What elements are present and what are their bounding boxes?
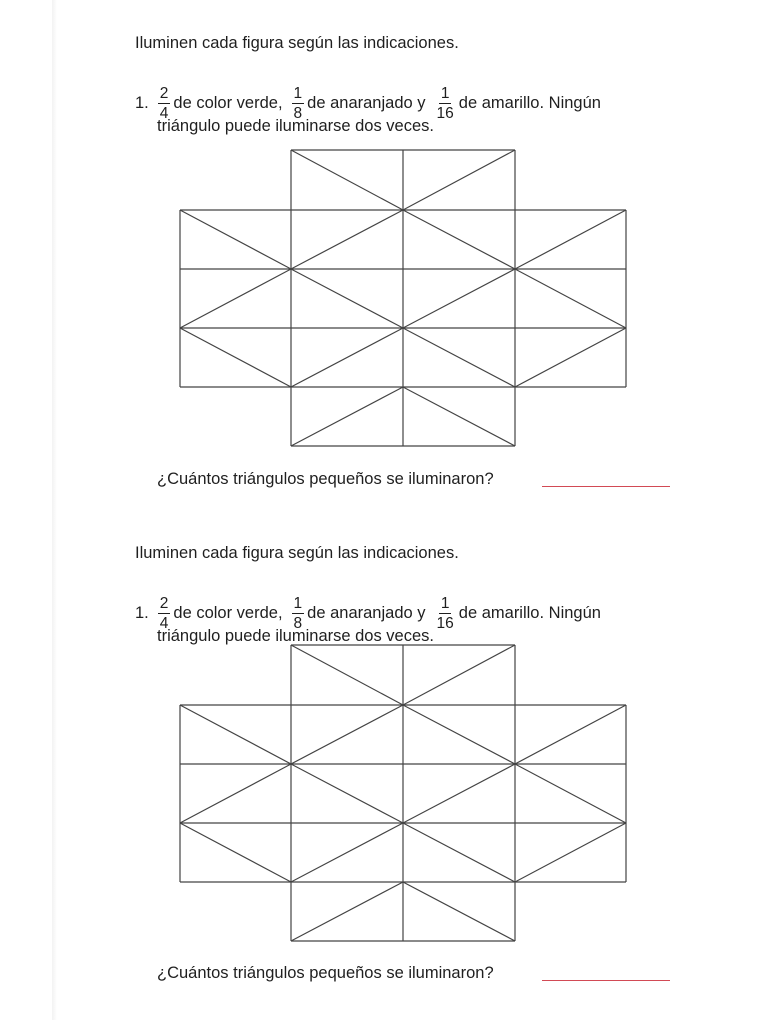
worksheet-panel-1: [0, 0, 768, 510]
triangle-grid-figure[interactable]: [0, 0, 768, 510]
triangle-grid-figure[interactable]: [0, 510, 768, 1020]
instruction-heading: Iluminen cada figura según las indicaciones.: [135, 34, 459, 52]
instruction-heading: Iluminen cada figura según las indicaciones.: [135, 544, 459, 562]
task-text-green: de color verde,: [173, 94, 283, 113]
grid-vertical-lines: [180, 645, 626, 941]
answer-line[interactable]: [542, 980, 670, 981]
question-text: ¿Cuántos triángulos pequeños se iluminaron?: [157, 964, 494, 982]
question-text: ¿Cuántos triángulos pequeños se iluminaron?: [157, 470, 494, 488]
fraction-denominator: 16: [436, 105, 454, 122]
fraction-numerator: 1: [440, 595, 450, 612]
task-line-2: triángulo puede iluminarse dos veces.: [157, 117, 434, 135]
fraction-denominator: 8: [293, 615, 303, 632]
grid-vertical-lines: [180, 150, 626, 446]
task-text-yellow: de amarillo. Ningún: [458, 94, 601, 113]
task-text-yellow: de amarillo. Ningún: [458, 604, 601, 623]
worksheet-panel-2: [0, 510, 768, 1020]
fraction-numerator: 1: [293, 85, 303, 102]
fraction-denominator: 16: [436, 615, 454, 632]
task-line-2: triángulo puede iluminarse dos veces.: [157, 627, 434, 645]
fraction-denominator: 4: [159, 105, 169, 122]
fraction-numerator: 2: [159, 85, 169, 102]
fraction-numerator: 2: [159, 595, 169, 612]
task-text-orange: de anaranjado y: [307, 94, 426, 113]
task-number: 1.: [135, 604, 149, 623]
fraction-denominator: 8: [293, 105, 303, 122]
fraction-denominator: 4: [159, 615, 169, 632]
task-number: 1.: [135, 94, 149, 113]
answer-line[interactable]: [542, 486, 670, 487]
task-text-orange: de anaranjado y: [307, 604, 426, 623]
fraction-numerator: 1: [293, 595, 303, 612]
fraction-numerator: 1: [440, 85, 450, 102]
task-text-green: de color verde,: [173, 604, 283, 623]
